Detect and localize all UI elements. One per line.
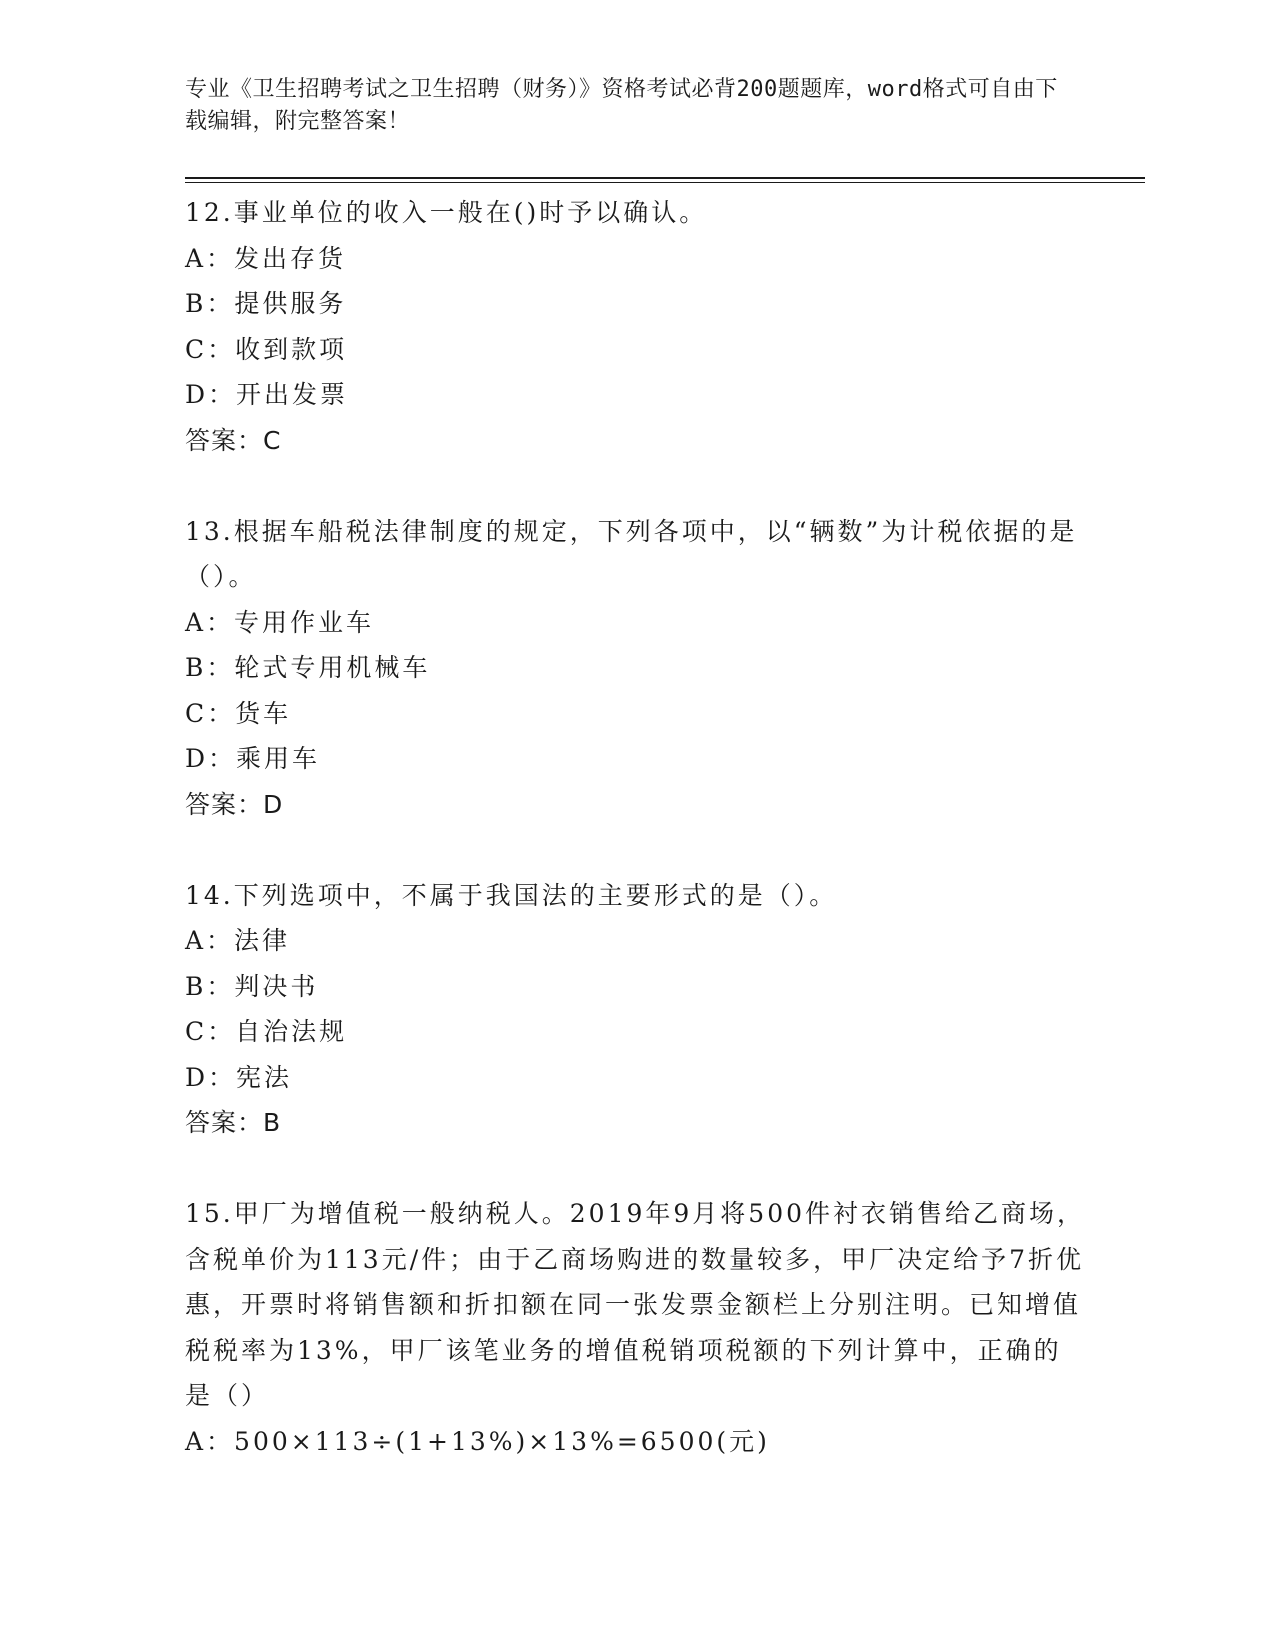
option-a: A：发出存货 — [185, 243, 347, 273]
option-d: D：乘用车 — [185, 744, 321, 773]
question-text: 15.甲厂为增值税一般纳税人。2019年9月将500件衬衣销售给乙商场，含税单价为113元/件；由于乙商场购进的数量较多，甲厂决定给予7折优惠，开票时将销售额和折扣额在同一张发票金额栏上分别注明。已知增值税税率为13%，甲厂该笔业务的增值税销项税额的下列计算中，正确的是（） — [185, 1199, 1086, 1410]
option-a: A：法律 — [185, 926, 291, 955]
option-a: A：500×113÷(1+13%)×13%=6500(元) — [185, 1426, 770, 1456]
question-text: 12.事业单位的收入一般在()时予以确认。 — [185, 198, 708, 227]
option-a: A：专用作业车 — [185, 607, 375, 637]
option-c: C：自治法规 — [185, 1017, 348, 1046]
question-14 — [185, 873, 1085, 1146]
answer: 答案：B — [185, 1108, 282, 1137]
option-b: B：提供服务 — [185, 289, 347, 318]
option-d: D：开出发票 — [185, 380, 349, 409]
option-c: C：收到款项 — [185, 334, 348, 364]
option-b: B：判决书 — [185, 971, 319, 1001]
question-13 — [185, 509, 1085, 828]
option-d: D：宪法 — [185, 1062, 293, 1092]
answer: 答案：D — [185, 789, 284, 819]
question-list — [185, 190, 1085, 1510]
answer: 答案：C — [185, 425, 282, 455]
question-15 — [185, 1191, 1085, 1464]
header-divider-thin — [185, 182, 1145, 183]
document-header: 专业《卫生招聘考试之卫生招聘（财务）》资格考试必背200题题库，word格式可自由下载编辑，附完整答案！ — [185, 77, 1058, 134]
header-divider-thick — [185, 177, 1145, 179]
question-12 — [185, 190, 1085, 463]
question-text: 13.根据车船税法律制度的规定，下列各项中，以“辆数”为计税依据的是（）。 — [185, 516, 1078, 591]
option-c: C：货车 — [185, 698, 292, 728]
option-b: B：轮式专用机械车 — [185, 653, 431, 682]
question-text: 14.下列选项中，不属于我国法的主要形式的是（）。 — [185, 880, 838, 910]
